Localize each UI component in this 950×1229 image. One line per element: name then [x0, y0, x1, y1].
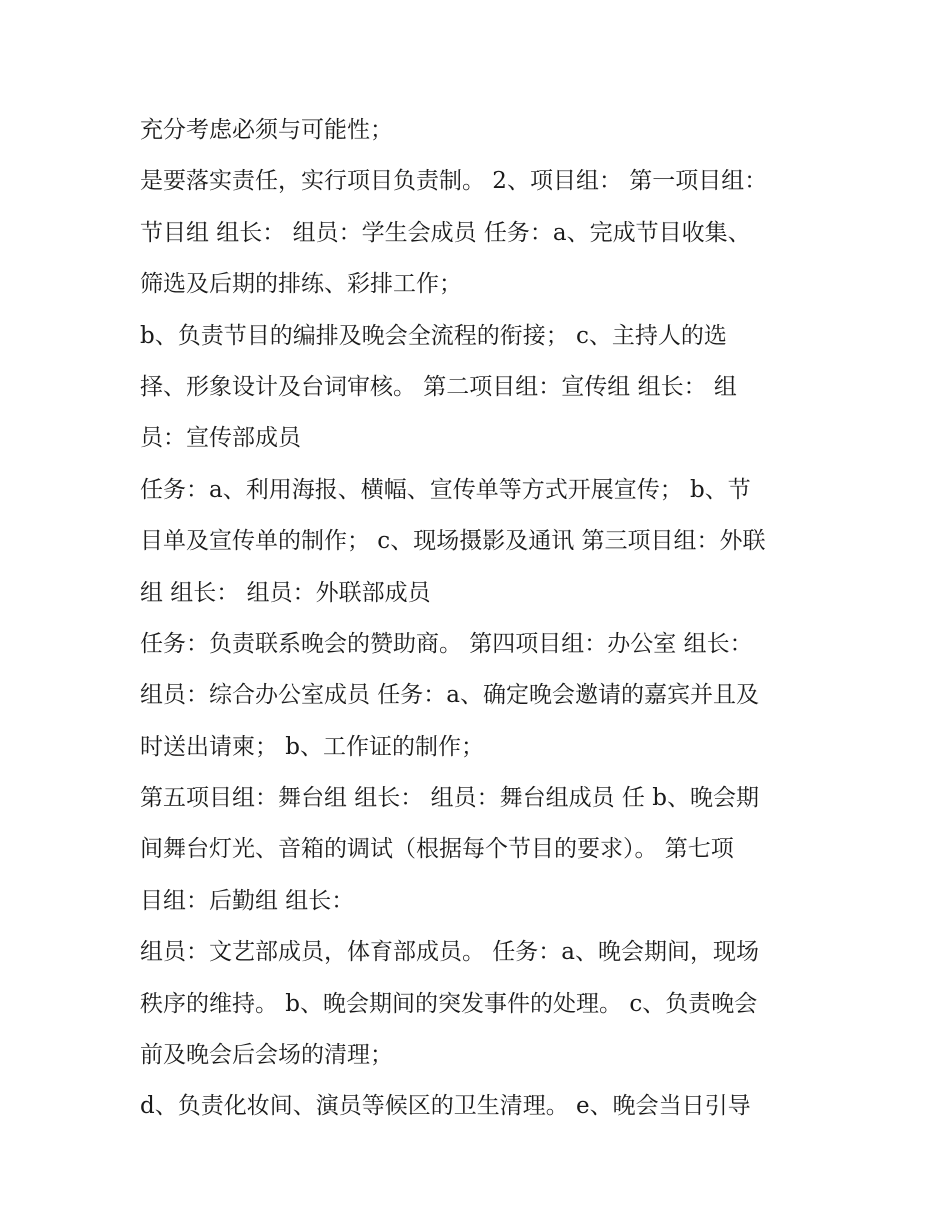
text-line: b、负责节目的编排及晚会全流程的衔接； c、主持人的选 — [140, 322, 727, 349]
text-line: 第五项目组：舞台组 组长： 组员：舞台组成员 任 b、晚会期 — [140, 785, 759, 812]
text-line: 任务：负责联系晚会的赞助商。 第四项目组：办公室 组长： — [140, 630, 753, 657]
text-line: 时送出请柬； b、工作证的制作； — [140, 733, 485, 760]
text-line: 前及晚会后会场的清理； — [140, 1042, 393, 1069]
text-line: 组员：文艺部成员，体育部成员。 任务：a、晚会期间，现场 — [140, 939, 760, 966]
text-line: 秩序的维持。 b、晚会期间的突发事件的处理。 c、负责晚会 — [140, 990, 758, 1017]
text-line: 任务：a、利用海报、横幅、宣传单等方式开展宣传； b、节 — [140, 476, 751, 503]
text-line: 筛选及后期的排练、彩排工作； — [140, 271, 462, 298]
text-line: 员：宣传部成员 — [140, 425, 301, 452]
text-line: 组 组长： 组员：外联部成员 — [140, 579, 431, 606]
text-line: 组员：综合办公室成员 任务：a、确定晚会邀请的嘉宾并且及 — [140, 682, 760, 709]
text-line: 是要落实责任，实行项目负责制。 2、项目组： 第一项目组： — [140, 168, 768, 195]
text-line: 目组：后勤组 组长： — [140, 887, 355, 914]
text-line: 间舞台灯光、音箱的调试（根据每个节目的要求）。 第七项 — [140, 836, 734, 863]
body-text — [140, 105, 830, 1133]
text-line: 节目组 组长： 组员：学生会成员 任务：a、完成节目收集、 — [140, 219, 751, 246]
text-line: 择、形象设计及台词审核。 第二项目组：宣传组 组长： 组 — [140, 373, 737, 400]
text-line: 充分考虑必须与可能性； — [140, 117, 393, 143]
text-line: 目单及宣传单的制作； c、现场摄影及通讯 第三项目组：外联 — [140, 528, 766, 555]
text-line: d、负责化妆间、演员等候区的卫生清理。 e、晚会当日引导 — [140, 1093, 751, 1120]
